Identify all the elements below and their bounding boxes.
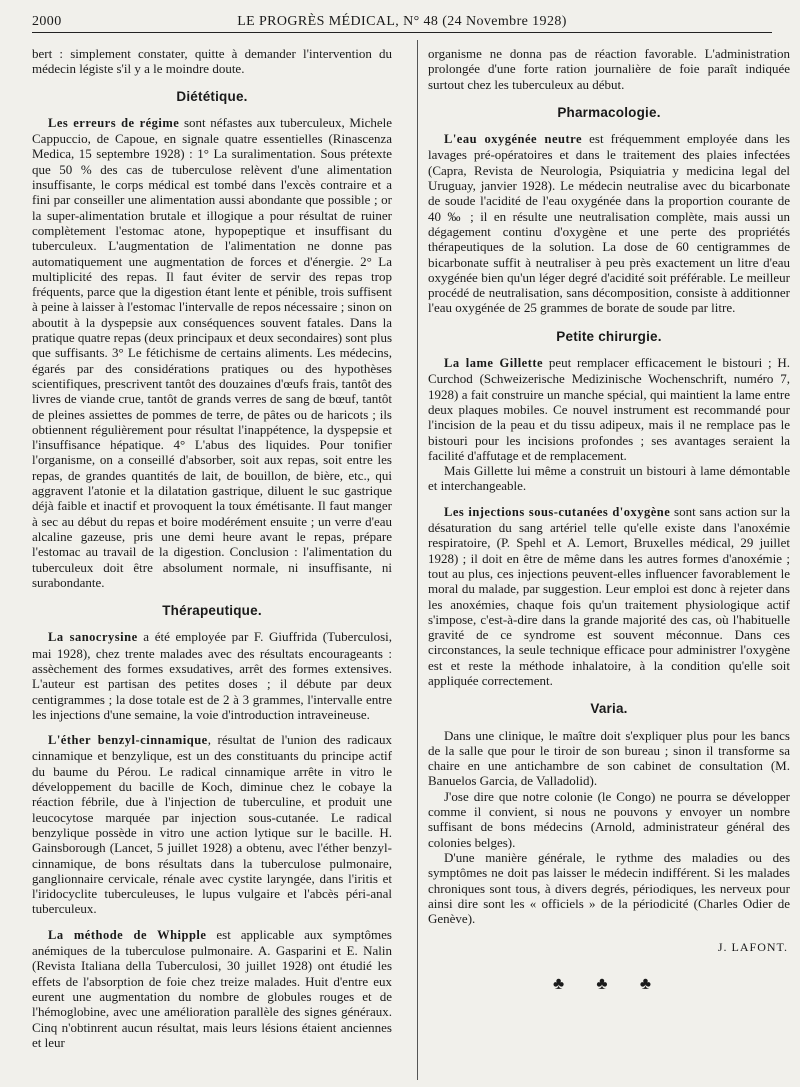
eau-oxygenee-text: est fréquemment employée dans les lavages pré-opératoires et dans le traitement des plaies infectées (Capra, Revista de Neurologia, Psiquiatria y medicina legal del Uruguay, janvier 1928). Le médecin neutralise avec du bicarbonate de soude l'acidité de l'eau oxygénée dans la proportion courante de 40 ‰ ; il en résulte une neutralisation complète, mais aussi un dégagement continu d'oxygène et une perte des propriétés thérapeutiques de la solution. La dose de 60 centigrammes de bicarbonate suffit à neutraliser à peu près exactement un litre d'eau oxygénée bien qu'un léger degré d'acidité soit préférable. Le meilleur procédé de neutralisation, sans décomposition, consiste à additionner l'eau oxygénée de 25 grammes de borate de soude par litre.	[428, 131, 790, 316]
section-heading-varia: Varia.	[590, 701, 628, 717]
dietetique-text: sont néfastes aux tuberculeux, Michele Cappuccio, de Capoue, en signale quatre essentielles (Rinascenza Medica, 15 septembre 1928) : 1° La suralimentation. Sous prétexte que 50 % des cas de tuberculose relèvent d'une alimentation insuffisante, le corps médical est tombé dans l'excès contraire et a fini par conseiller une alimentation aussi abondante que possible ; or la super-alimentation brutale et illogique a pour résultat de ruiner complètement l'estomac atone, hypopeptique et insuffisant du tuberculeux. L'augmentation de l'alimentation ne donne pas automatiquement une augmentation de forces et d'énergie. 2° La multiplicité des repas. Il faut éviter de servir des repas trop fréquents, parce que la digestion étant lente et pénible, trois suffisent à peine à laisser à l'estomac l'intervalle de repos nécessaire ; sinon on aboutit à la dyspepsie aux conséquences souvent fatales. Dans la pratique quatre repas (deux principaux et deux secondaires) sont plus que suffisants. 3° Le fétichisme de certains aliments. Les médecins, égarés par des considérations pratiques ou des hypothèses scientifiques, prescrivent tantôt des douzaines d'œufs frais, tantôt des livres de viande crue, tantôt de grands verres de sang de bœuf, tantôt de pleines assiettes de pommes de terre, de pâtes ou de haricots ; ils obtiennent régulièrement pour résultat l'inappétence, la dyspepsie et l'insuffisance hépatique. 4° L'abus des liquides. Pour tonifier l'organisme, on a conseillé d'absorber, soit aux repas, soit entre les repas, de grandes quantités de lait, de bouillon, de bière, etc., qui aggravent l'atonie et la dilatation gastrique, diluent le suc gastrique déjà faible et inactif et provoquent la toux émétisante. Il faut manger à sec au début du repas et boire modérément ensuite ; un verre d'eau alcaline gazeuse, pris une demi heure avant le repas, prépare l'estomac au travail de la digestion. Conclusion : l'alimentation du tuberculeux doit être absolument normale, ni insuffisante, ni surabondante.	[32, 114, 392, 590]
lame-gillette-paragraph	[428, 355, 790, 463]
ornament-icon: ♣ ♣ ♣	[553, 973, 665, 993]
right-column	[428, 46, 790, 1078]
varia-paragraph-3: D'une manière générale, le rythme des maladies ou des symptômes ne doit pas laisser le médecin indifférent. Si les malades chroniques sont tous, à divers degrés, périodiques, les nerveux pour ainsi dire sont les « officiels » de la périodicité (Charles Odier de Genève).	[428, 849, 790, 927]
dietetique-lead: Les erreurs de régime	[48, 115, 180, 130]
section-heading-petite-chirurgie: Petite chirurgie.	[556, 328, 662, 344]
section-heading-pharmacologie: Pharmacologie.	[557, 104, 661, 120]
lame-gillette-text: peut remplacer efficacement le bistouri ; H. Curchod (Schweizerische Medizinische Wochenschrift, numéro 7, 1928) a fait construire un manche spécial, qui maintient la lame entre deux plaques mobiles. Ce nouvel instrument est recommandé pour l'incision de la peau et du tissu adipeux, mais il ne remplace pas le bistouri pour les incisions profondes ; ses avantages seraient la facilité d'affutage et de remplacement.	[428, 355, 790, 463]
left-column	[32, 46, 392, 1078]
injections-lead: Les injections sous-cutanées d'oxygène	[444, 504, 671, 519]
varia-paragraph-1: Dans une clinique, le maître doit s'expliquer plus pour les bancs de la salle que pour le tiroir de son bureau ; sinon il transforme sa chaire en une antichambre de son cabinet de consultation (M. Banuelos Garcia, de Valladolid).	[428, 727, 790, 789]
whipple-paragraph	[32, 927, 392, 1050]
gillette-bistouri-paragraph: Mais Gillette lui même a construit un bistouri à lame démontable et interchangeable.	[428, 463, 790, 494]
page-header	[32, 10, 772, 33]
section-heading-dietetique: Diététique.	[176, 88, 248, 104]
dietetique-paragraph	[32, 115, 392, 590]
sanocrysine-lead: La sanocrysine	[48, 630, 138, 645]
sanocrysine-text: a été employée par F. Giuffrida (Tuberculosi, mai 1928), chez trente malades avec des résultats encourageants : assèchement des formes exsudatives, arrêt des formes extensives. L'auteur est partisan des petites doses ; il débute par deux centigrammes ; la dose totale est de 2 à 3 grammes, l'intervalle entre les injections d'une semaine, la voie d'introduction intraveineuse.	[32, 629, 392, 722]
section-heading-therapeutique: Thérapeutique.	[162, 603, 262, 619]
running-title: LE PROGRÈS MÉDICAL, N° 48 (24 Novembre 1928)	[237, 14, 567, 29]
sanocrysine-paragraph	[32, 629, 392, 722]
ether-paragraph	[32, 732, 392, 917]
intro-paragraph: bert : simplement constater, quitte à demander l'intervention du médecin légiste s'il y a le moindre doute.	[32, 46, 392, 77]
whipple-text: est applicable aux symptômes anémiques de la tuberculose pulmonaire. A. Gasparini et E. Nalin (Revista Italiana della Tuberculosi, 30 juillet 1928) ont étudié les effets de l'absorption de foie chez treize malades. Huit d'entre eux eurent une augmentation du nombre de globules rouges et de l'hémoglobine, avec une amélioration parallèle des signes généraux. Cinq n'obtinrent aucun résultat, mais leurs lésions étaient anciennes et leur	[32, 926, 392, 1050]
eau-oxygenee-paragraph	[428, 131, 790, 316]
eau-oxygenee-lead: L'eau oxygénée neutre	[444, 132, 583, 147]
varia-paragraph-2: J'ose dire que notre colonie (le Congo) ne pourra se développer comme il convient, si nous ne pouvons y envoyer un nombre suffisant de bons médecins (Arnold, administrateur général des colonies belges).	[428, 788, 790, 850]
whipple-lead: La méthode de Whipple	[48, 927, 207, 942]
lame-gillette-lead: La lame Gillette	[444, 356, 544, 371]
author-signature: J. LAFONT.	[717, 940, 788, 955]
page-number: 2000	[32, 14, 62, 29]
ether-lead: L'éther benzyl-cinnamique	[48, 733, 208, 748]
continuation-paragraph: organisme ne donna pas de réaction favorable. L'administration prolongée d'une forte ration journalière de foie paraît indiquée surtout chez les tuberculeux au début.	[428, 46, 790, 92]
ether-text: , résultat de l'union des radicaux cinnamique et benzylique, est un des constituants du principe actif du baume du Pérou. Le radical cinnamique arrête in vitro le développement du bacille de Koch, diminue chez le cobaye la réaction fébrile, due à l'injection de tuberculine, et produit une leucocytose marquée par injection sous-cutanée. Le radical benzylique possède in vitro une action lytique sur le bacille. H. Gainsborough (Lancet, 5 juillet 1928) a obtenu, avec l'éther benzyl-cinnamique, de bons résultats dans la tuberculose pulmonaire, ganglionnaire cervicale, rénale avec cystite laryngée, dans l'iritis et l'iridocyclite tuberculeuses, le lupus vulgaire et l'abcès péri-anal tuberculeux.	[32, 732, 392, 917]
column-divider	[417, 40, 418, 1080]
injections-text: sont sans action sur la désaturation du sang artériel telle qu'elle existe dans l'anoxémie respiratoire, (P. Spehl et A. Lemort, Bruxelles médical, 29 juillet 1928) ; il doit en être de même dans les autres formes d'anoxémie ; tout au plus, ces injections peuvent-elles influencer favorablement le moral du malade, par suggestion. Leur emploi est donc à rejeter dans les anoxémies, chaque fois qu'un traitement physiologique actif s'impose, c'est-à-dire dans la grande majorité des cas, où l'habituelle gravité de ce syndrome est souvent méconnue. Dans ces circonstances, la seule technique efficace pour administrer l'oxygène est et reste la méthode inhalatoire, à la condition qu'elle soit appliquée correctement.	[428, 503, 790, 688]
injections-paragraph	[428, 504, 790, 689]
